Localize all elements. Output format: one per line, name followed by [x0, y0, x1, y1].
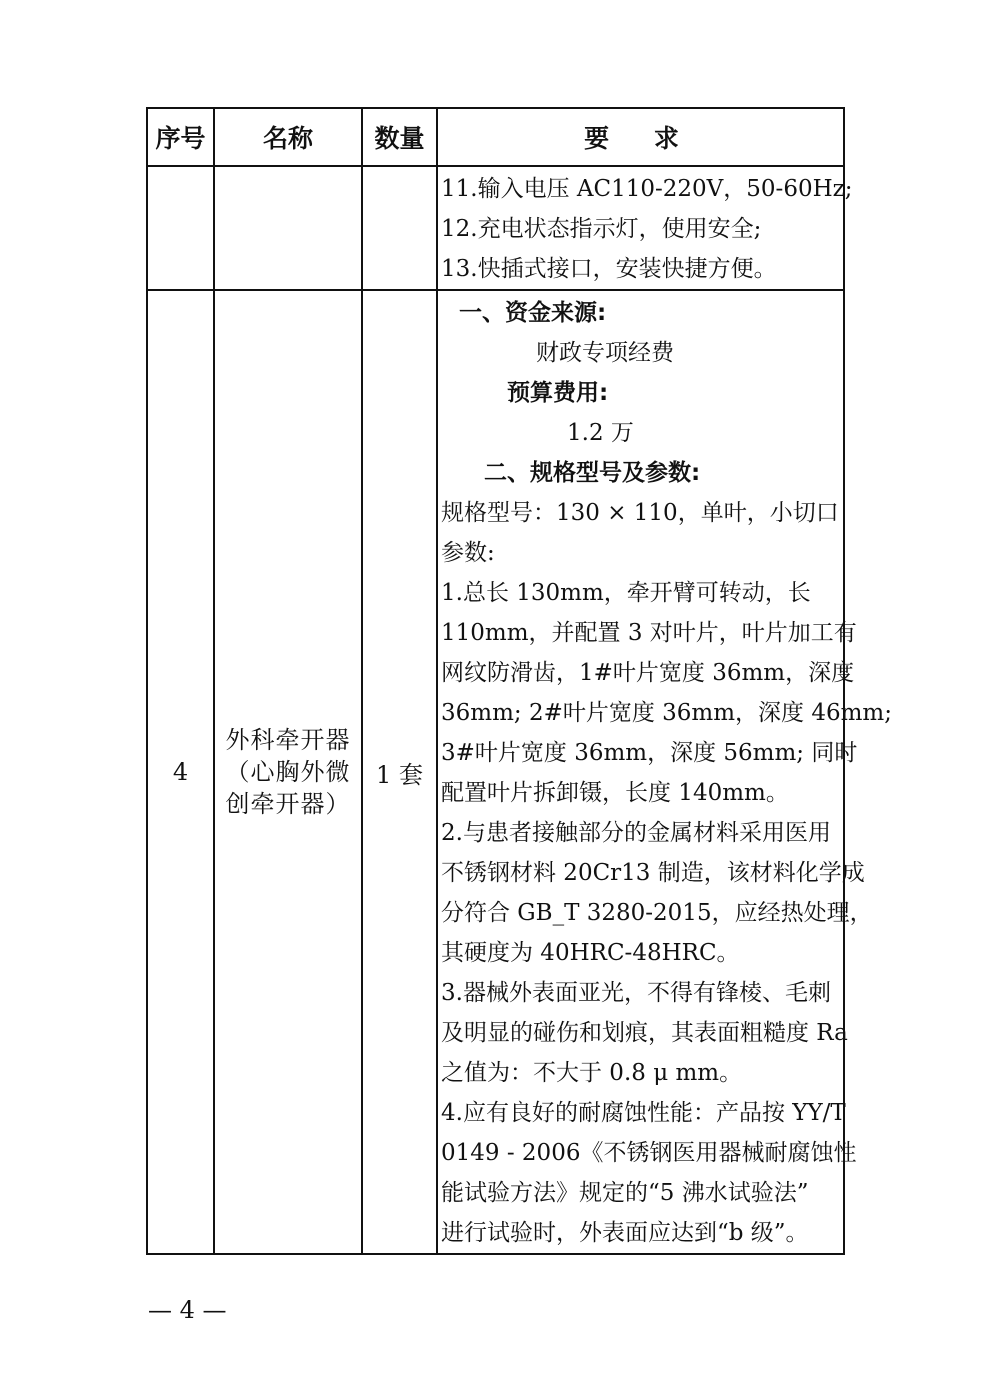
- requirement-line: 110mm，并配置 3 对叶片，叶片加工有: [441, 620, 857, 646]
- row-index: 4: [147, 290, 214, 1254]
- quantity-cell-empty: [362, 166, 437, 290]
- table-header-row: [147, 108, 844, 166]
- header-requirements: 要 求: [437, 108, 844, 166]
- index-cell-empty: [147, 166, 214, 290]
- requirements-table: [146, 107, 892, 1255]
- funding-heading: 一、资金来源:: [459, 300, 607, 326]
- requirement-line: 参数:: [441, 540, 495, 566]
- requirement-line: 网纹防滑齿，1#叶片宽度 36mm，深度: [441, 660, 855, 686]
- requirement-line: 不锈钢材料 20Cr13 制造，该材料化学成: [441, 860, 865, 886]
- requirement-line: 3.器械外表面亚光，不得有锋棱、毛刺: [441, 980, 831, 1006]
- requirement-line: 及明显的碰伤和划痕，其表面粗糙度 Ra: [441, 1020, 848, 1046]
- requirement-line: 分符合 GB_T 3280-2015，应经热处理，: [441, 900, 873, 926]
- item-quantity: 1 套: [362, 290, 437, 1254]
- item-name-line: 创牵开器）: [225, 790, 351, 818]
- requirement-line: 3#叶片宽度 36mm，深度 56mm; 同时: [441, 740, 858, 766]
- header-index: 序号: [147, 108, 214, 166]
- requirement-line: 2.与患者接触部分的金属材料采用医用: [441, 820, 831, 846]
- funding-value: 财政专项经费: [536, 340, 674, 366]
- requirement-line: 其硬度为 40HRC-48HRC。: [441, 940, 740, 966]
- item-name: [214, 290, 362, 1254]
- table-row-continued: [147, 166, 844, 290]
- requirement-line: 进行试验时，外表面应达到“b 级”。: [441, 1220, 809, 1246]
- requirement-line: 12.充电状态指示灯，使用安全;: [441, 216, 762, 242]
- spec-heading: 二、规格型号及参数:: [484, 460, 701, 486]
- requirement-line: 1.总长 130mm，牵开臂可转动，长: [441, 580, 811, 606]
- requirements-cell: [437, 290, 892, 1254]
- page-number: — 4 —: [148, 1296, 227, 1324]
- requirement-line: 规格型号：130 × 110，单叶，小切口: [441, 500, 839, 526]
- header-quantity: 数量: [362, 108, 437, 166]
- budget-value: 1.2 万: [567, 420, 634, 446]
- table-row-4: [147, 290, 844, 1254]
- requirement-line: 13.快插式接口，安装快捷方便。: [441, 256, 777, 282]
- budget-heading: 预算费用:: [507, 380, 609, 406]
- requirement-line: 4.应有良好的耐腐蚀性能：产品按 YY/T: [441, 1100, 846, 1126]
- header-name: 名称: [214, 108, 362, 166]
- requirement-line: 0149 - 2006《不锈钢医用器械耐腐蚀性: [441, 1140, 857, 1166]
- item-name-line: （心胸外微: [225, 758, 351, 786]
- requirement-line: 11.输入电压 AC110-220V，50-60Hz;: [441, 176, 853, 202]
- requirement-line: 配置叶片拆卸镊，长度 140mm。: [441, 780, 789, 806]
- requirement-line: 36mm; 2#叶片宽度 36mm，深度 46mm;: [441, 700, 892, 726]
- requirement-line: 之值为：不大于 0.8 μ mm。: [441, 1060, 743, 1086]
- item-name-line: 外科牵开器: [225, 726, 351, 754]
- requirement-line: 能试验方法》规定的“5 沸水试验法”: [441, 1180, 809, 1206]
- name-cell-empty: [214, 166, 362, 290]
- requirements-cell-continued: [437, 166, 853, 290]
